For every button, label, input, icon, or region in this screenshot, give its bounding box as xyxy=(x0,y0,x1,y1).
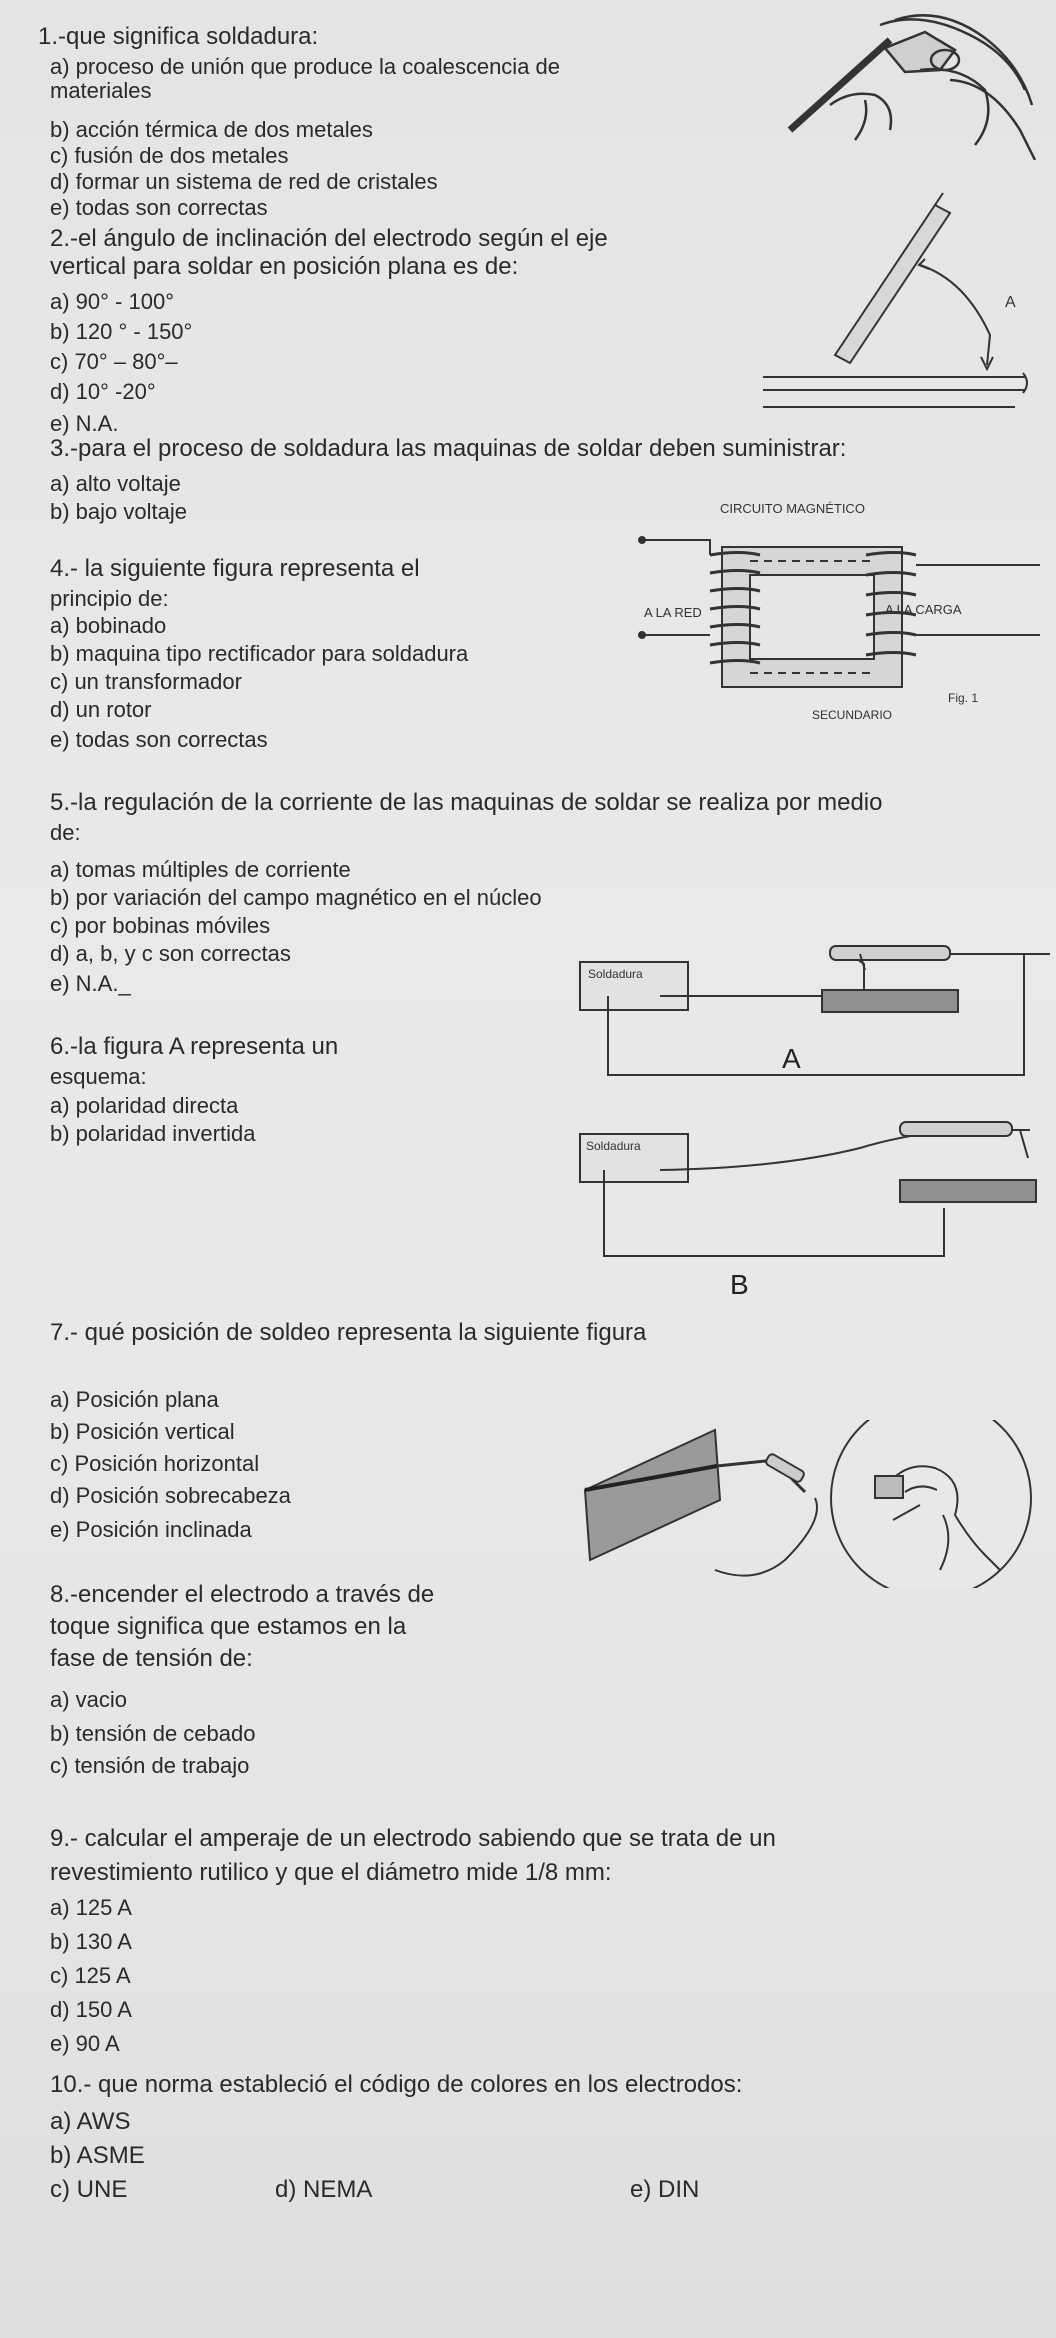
q10-option-b: b) ASME xyxy=(50,2142,145,2169)
question-6-title: 6.-la figura A representa un xyxy=(50,1033,339,1060)
question-1-title: 1.-que significa soldadura: xyxy=(38,23,319,50)
q4-option-c: c) un transformador xyxy=(50,669,242,694)
q4-option-d: d) un rotor xyxy=(50,697,152,722)
q8-option-b: b) tensión de cebado xyxy=(50,1721,256,1746)
question-8-title-cont: toque significa que estamos en la xyxy=(50,1613,407,1640)
to-network-label: A LA RED xyxy=(644,605,702,620)
question-3-title: 3.-para el proceso de soldadura las maquinas de soldar deben suministrar: xyxy=(50,435,847,462)
q9-option-d: d) 150 A xyxy=(50,1997,132,2022)
question-5-title-cont: de: xyxy=(50,820,81,845)
polarity-diagram-b xyxy=(560,1118,1050,1300)
q1-option-b: b) acción térmica de dos metales xyxy=(50,117,373,142)
q7-option-d: d) Posición sobrecabeza xyxy=(50,1483,291,1508)
secondary-label: SECUNDARIO xyxy=(812,708,893,722)
q9-option-c: c) 125 A xyxy=(50,1963,131,1988)
q4-option-e: e) todas son correctas xyxy=(50,727,268,752)
question-2-title: 2.-el ángulo de inclinación del electrodo según el eje xyxy=(50,225,608,252)
electrode-holder-illustration xyxy=(770,10,1050,160)
question-9-title-cont: revestimiento rutilico y que el diámetro mide 1/8 mm: xyxy=(50,1859,612,1886)
q2-option-c: c) 70° – 80°– xyxy=(50,349,178,374)
q2-option-d: d) 10° -20° xyxy=(50,379,156,404)
q3-option-b: b) bajo voltaje xyxy=(50,499,187,524)
figure-a-label: A xyxy=(782,1043,801,1074)
question-10-title: 10.- que norma estableció el código de colores en los electrodos: xyxy=(50,2071,743,2098)
q2-option-e: e) N.A. xyxy=(50,411,119,436)
q3-option-a: a) alto voltaje xyxy=(50,471,181,496)
q8-option-c: c) tensión de trabajo xyxy=(50,1753,250,1778)
q7-option-b: b) Posición vertical xyxy=(50,1419,235,1444)
to-load-label: A LA CARGA xyxy=(885,602,962,617)
electrode-angle-diagram xyxy=(755,185,1045,410)
fig-label: Fig. 1 xyxy=(948,691,979,705)
q1-option-c: c) fusión de dos metales xyxy=(50,143,289,168)
q8-option-a: a) vacio xyxy=(50,1687,128,1712)
q10-option-e: e) DIN xyxy=(630,2176,700,2203)
q9-option-b: b) 130 A xyxy=(50,1929,132,1954)
q5-option-e: e) N.A._ xyxy=(50,971,131,996)
q4-option-b: b) maquina tipo rectificador para soldadura xyxy=(50,641,469,666)
question-4-title-cont: principio de: xyxy=(50,586,169,611)
q1-option-a-cont: materiales xyxy=(50,78,152,103)
question-8-title-cont2: fase de tensión de: xyxy=(50,1645,253,1672)
question-9-title: 9.- calcular el amperaje de un electrodo sabiendo que se trata de un xyxy=(50,1825,776,1852)
q1-option-a: a) proceso de unión que produce la coalescencia de xyxy=(50,54,561,79)
question-2-title-cont: vertical para soldar en posición plana es de: xyxy=(50,253,519,280)
figure-b-label: B xyxy=(730,1269,749,1300)
transformer-diagram xyxy=(630,495,1050,735)
polarity-diagram-a xyxy=(560,940,1050,1100)
q4-option-a: a) bobinado xyxy=(50,613,167,638)
question-8-title: 8.-encender el electrodo a través de xyxy=(50,1581,435,1608)
welding-position-illustration xyxy=(575,1420,1035,1588)
welding-box-label-b: Soldadura xyxy=(586,1139,641,1153)
q5-option-c: c) por bobinas móviles xyxy=(50,913,271,938)
q2-option-b: b) 120 ° - 150° xyxy=(50,319,193,344)
q9-option-e: e) 90 A xyxy=(50,2031,120,2056)
q10-option-a: a) AWS xyxy=(50,2108,131,2135)
q2-option-a: a) 90° - 100° xyxy=(50,289,174,314)
magnetic-circuit-label: CIRCUITO MAGNÉTICO xyxy=(720,501,865,516)
q5-option-d: d) a, b, y c son correctas xyxy=(50,941,291,966)
q7-option-e: e) Posición inclinada xyxy=(50,1517,252,1542)
welding-box-label-a: Soldadura xyxy=(588,967,643,981)
q1-option-d: d) formar un sistema de red de cristales xyxy=(50,169,438,194)
q9-option-a: a) 125 A xyxy=(50,1895,132,1920)
q10-option-c: c) UNE xyxy=(50,2176,128,2203)
q7-option-c: c) Posición horizontal xyxy=(50,1451,260,1476)
question-7-title: 7.- qué posición de soldeo representa la siguiente figura xyxy=(50,1319,647,1346)
q6-option-b: b) polaridad invertida xyxy=(50,1121,256,1146)
q1-option-e: e) todas son correctas xyxy=(50,195,268,220)
q5-option-a: a) tomas múltiples de corriente xyxy=(50,857,351,882)
question-4-title: 4.- la siguiente figura representa el xyxy=(50,555,420,582)
q10-option-d: d) NEMA xyxy=(275,2176,373,2203)
question-6-title-cont: esquema: xyxy=(50,1064,147,1089)
angle-label: A xyxy=(1005,294,1016,311)
q7-option-a: a) Posición plana xyxy=(50,1387,219,1412)
question-5-title: 5.-la regulación de la corriente de las maquinas de soldar se realiza por medio xyxy=(50,789,883,816)
q5-option-b: b) por variación del campo magnético en el núcleo xyxy=(50,885,542,910)
q6-option-a: a) polaridad directa xyxy=(50,1093,239,1118)
